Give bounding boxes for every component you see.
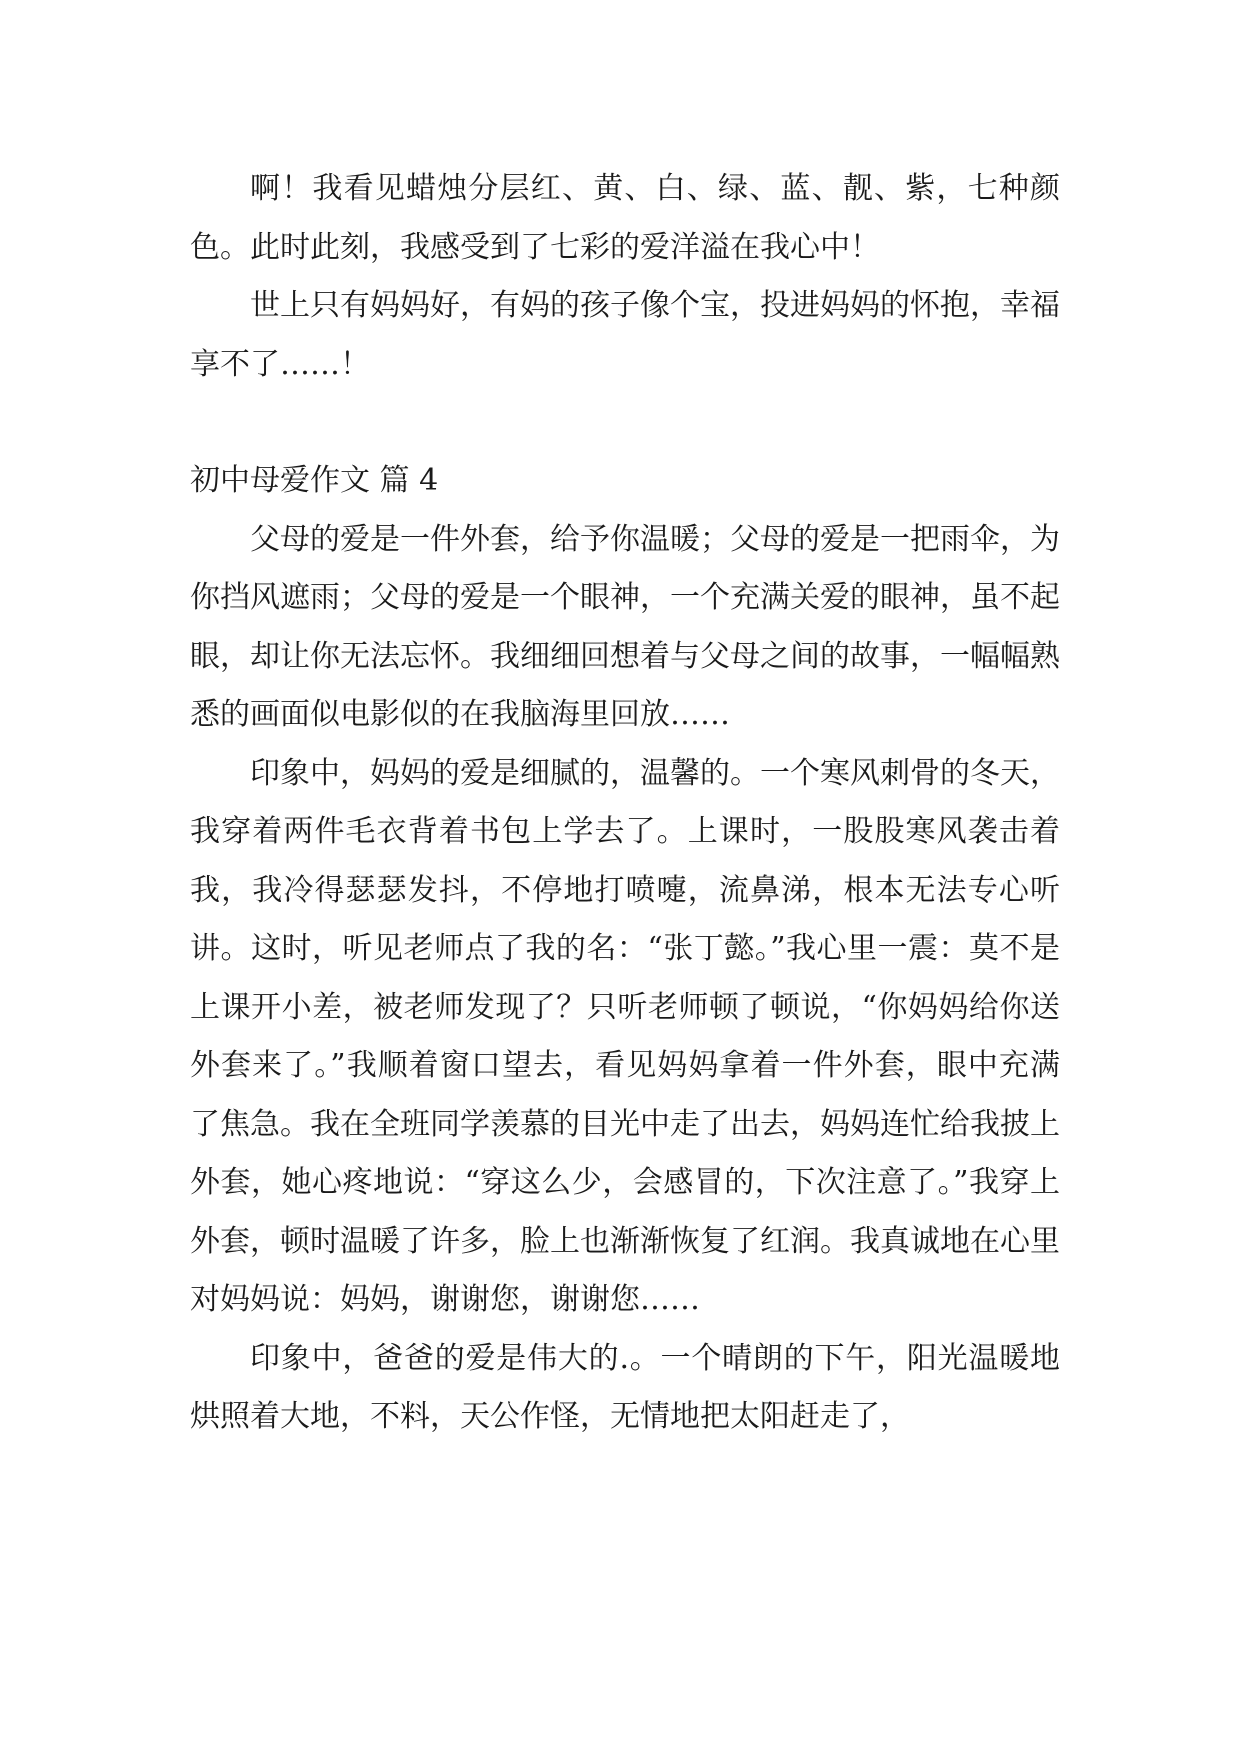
paragraph-candle-colors: 啊！我看见蜡烛分层红、黄、白、绿、蓝、靓、紫，七种颜色。此时此刻，我感受到了七彩的爱洋溢在我心中！ — [190, 171, 1060, 265]
paragraph-mother-poem: 世上只有妈妈好，有妈的孩子像个宝，投进妈妈的怀抱，幸福享不了……！ — [190, 288, 1060, 382]
paragraph-parents-love: 父母的爱是一件外套，给予你温暖；父母的爱是一把雨伞，为你挡风遮雨；父母的爱是一个眼神，一个充满关爱的眼神，虽不起眼，却让你无法忘怀。我细细回想着与父母之间的故事，一幅幅熟悉的画面似电影似的在我脑海里回放…… — [190, 521, 1060, 732]
paragraph-father-memory: 印象中，爸爸的爱是伟大的.。一个晴朗的下午，阳光温暖地烘照着大地，不料，天公作怪，无情地把太阳赶走了， — [190, 1340, 1060, 1434]
document-body — [190, 160, 1060, 1447]
paragraph-mother-memory: 印象中，妈妈的爱是细腻的，温馨的。一个寒风刺骨的冬天，我穿着两件毛衣背着书包上学去了。上课时，一股股寒风袭击着我，我冷得瑟瑟发抖，不停地打喷嚏，流鼻涕，根本无法专心听讲。这时，听见老师点了我的名：“张丁懿。”我心里一震：莫不是上课开小差，被老师发现了？只听老师顿了顿说，“你妈妈给你送外套来了。”我顺着窗口望去，看见妈妈拿着一件外套，眼中充满了焦急。我在全班同学羡慕的目光中走了出去，妈妈连忙给我披上外套，她心疼地说：“穿这么少，会感冒的，下次注意了。”我穿上外套，顿时温暖了许多，脸上也渐渐恢复了红润。我真诚地在心里对妈妈说：妈妈，谢谢您，谢谢您…… — [190, 755, 1060, 1317]
section-title: 初中母爱作文 篇 4 — [190, 463, 439, 498]
